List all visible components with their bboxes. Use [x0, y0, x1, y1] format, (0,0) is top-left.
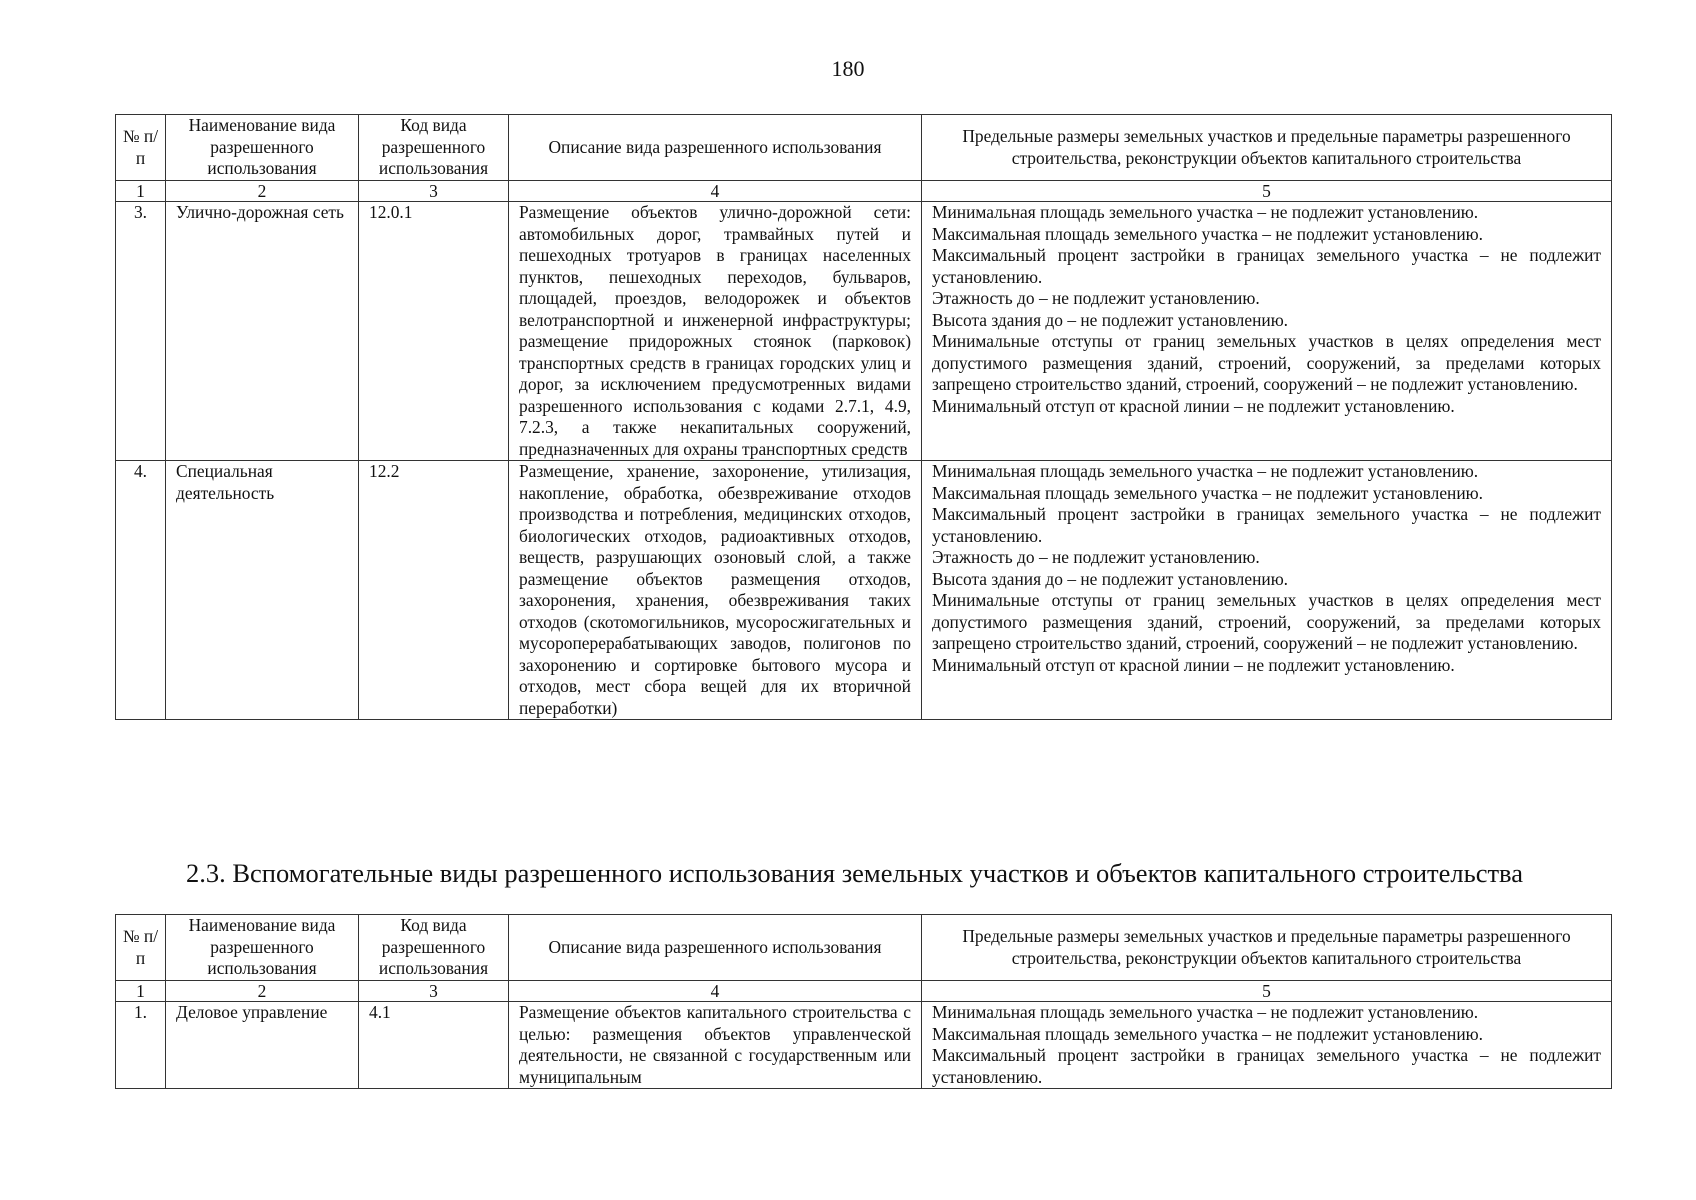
header-parameters: Предельные размеры земельных участков и предельные параметры разрешенного строительства, реконструкции объектов капитального строительства	[922, 915, 1612, 981]
section-heading: 2.3. Вспомогательные виды разрешенного использования земельных участков и объектов капитального строительства	[186, 858, 1523, 888]
header-description: Описание вида разрешенного использования	[509, 915, 922, 981]
column-number: 5	[922, 181, 1612, 202]
parameter-line: Высота здания до – не подлежит установлению.	[932, 309, 1289, 330]
parameter-line: Высота здания до – не подлежит установлению.	[932, 568, 1289, 589]
use-name: Специальная деятельность	[166, 461, 359, 720]
parameter-line: Минимальная площадь земельного участка – не подлежит установлению.	[932, 202, 1479, 222]
table-row	[116, 1002, 1612, 1089]
parameter-line: Минимальная площадь земельного участка – не подлежит установлению.	[932, 1002, 1479, 1022]
use-description: Размещение, хранение, захоронение, утилизация, накопление, обработка, обезвреживание отходов производства и потребления, медицинских отходов, биологических отходов, радиоактивных отходов, веществ, разрушающих озоновый слой, а также размещение объектов размещения отходов, захоронения, хранения, обезвреживания таких отходов (скотомогильников, мусоросжигательных и мусороперерабатывающих заводов, полигонов по захоронению и сортировке бытового мусора и отходов, мест сбора вещей для их вторичной переработки)	[509, 461, 922, 720]
row-number: 3.	[116, 202, 166, 461]
table-header-row	[116, 115, 1612, 181]
table-row	[116, 461, 1612, 720]
parameter-line: Максимальная площадь земельного участка – не подлежит установлению.	[932, 223, 1483, 244]
use-description: Размещение объектов капитального строительства с целью: размещения объектов управленческой деятельности, не связанной с государственным или муниципальным	[509, 1002, 922, 1089]
row-number: 4.	[116, 461, 166, 720]
parameter-line: Минимальные отступы от границ земельных участков в целях определения мест допустимого размещения зданий, строений, сооружений, за пределами которых запрещено строительство зданий, строений, сооружений – не подлежит установлению.	[932, 590, 1601, 653]
use-code: 12.2	[359, 461, 509, 720]
table-header-row	[116, 915, 1612, 981]
column-number: 5	[922, 981, 1612, 1002]
header-use-code: Код вида разрешенного использования	[359, 115, 509, 181]
use-parameters	[922, 202, 1612, 461]
column-number: 1	[116, 181, 166, 202]
use-name: Деловое управление	[166, 1002, 359, 1089]
parameter-line: Этажность до – не подлежит установлению.	[932, 547, 1260, 567]
column-number: 2	[166, 981, 359, 1002]
column-number-row	[116, 981, 1612, 1002]
page-number: 180	[831, 56, 865, 81]
header-parameters: Предельные размеры земельных участков и предельные параметры разрешенного строительства, реконструкции объектов капитального строительства	[922, 115, 1612, 181]
header-description: Описание вида разрешенного использования	[509, 115, 922, 181]
use-parameters	[922, 461, 1612, 720]
column-number: 2	[166, 181, 359, 202]
parameter-line: Максимальный процент застройки в границах земельного участка – не подлежит установлению.	[932, 245, 1601, 287]
header-number: № п/п	[116, 115, 166, 181]
column-number-row	[116, 181, 1612, 202]
use-code: 4.1	[359, 1002, 509, 1089]
parameter-line: Минимальные отступы от границ земельных участков в целях определения мест допустимого размещения зданий, строений, сооружений, за пределами которых запрещено строительство зданий, строений, сооружений – не подлежит установлению.	[932, 331, 1601, 394]
parameter-line: Максимальный процент застройки в границах земельного участка – не подлежит установлению.	[932, 1045, 1601, 1087]
row-number: 1.	[116, 1002, 166, 1089]
header-use-code: Код вида разрешенного использования	[359, 915, 509, 981]
column-number: 1	[116, 981, 166, 1002]
parameter-line: Этажность до – не подлежит установлению.	[932, 288, 1260, 308]
header-use-name: Наименование вида разрешенного использования	[166, 115, 359, 181]
header-use-name: Наименование вида разрешенного использования	[166, 915, 359, 981]
parameter-line: Максимальная площадь земельного участка – не подлежит установлению.	[932, 1023, 1483, 1044]
column-number: 3	[359, 181, 509, 202]
table-row	[116, 202, 1612, 461]
column-number: 3	[359, 981, 509, 1002]
use-parameters	[922, 1002, 1612, 1089]
parameter-line: Максимальная площадь земельного участка – не подлежит установлению.	[932, 482, 1483, 503]
main-permitted-use-table	[115, 114, 1612, 720]
parameter-line: Минимальная площадь земельного участка – не подлежит установлению.	[932, 461, 1479, 481]
column-number: 4	[509, 181, 922, 202]
use-name: Улично-дорожная сеть	[166, 202, 359, 461]
use-code: 12.0.1	[359, 202, 509, 461]
auxiliary-permitted-use-table	[115, 914, 1612, 1089]
column-number: 4	[509, 981, 922, 1002]
use-description: Размещение объектов улично-дорожной сети: автомобильных дорог, трамвайных путей и пешеходных тротуаров в границах населенных пунктов, пешеходных переходов, бульваров, площадей, проездов, велодорожек и объектов велотранспортной и инженерной инфраструктуры; размещение придорожных стоянок (парковок) транспортных средств в границах городских улиц и дорог, за исключением предусмотренных видами разрешенного использования с кодами 2.7.1, 4.9, 7.2.3, а также некапитальных сооружений, предназначенных для охраны транспортных средств	[509, 202, 922, 461]
parameter-line: Максимальный процент застройки в границах земельного участка – не подлежит установлению.	[932, 504, 1601, 546]
header-number: № п/п	[116, 915, 166, 981]
parameter-line: Минимальный отступ от красной линии – не подлежит установлению.	[932, 654, 1455, 675]
parameter-line: Минимальный отступ от красной линии – не подлежит установлению.	[932, 395, 1455, 416]
